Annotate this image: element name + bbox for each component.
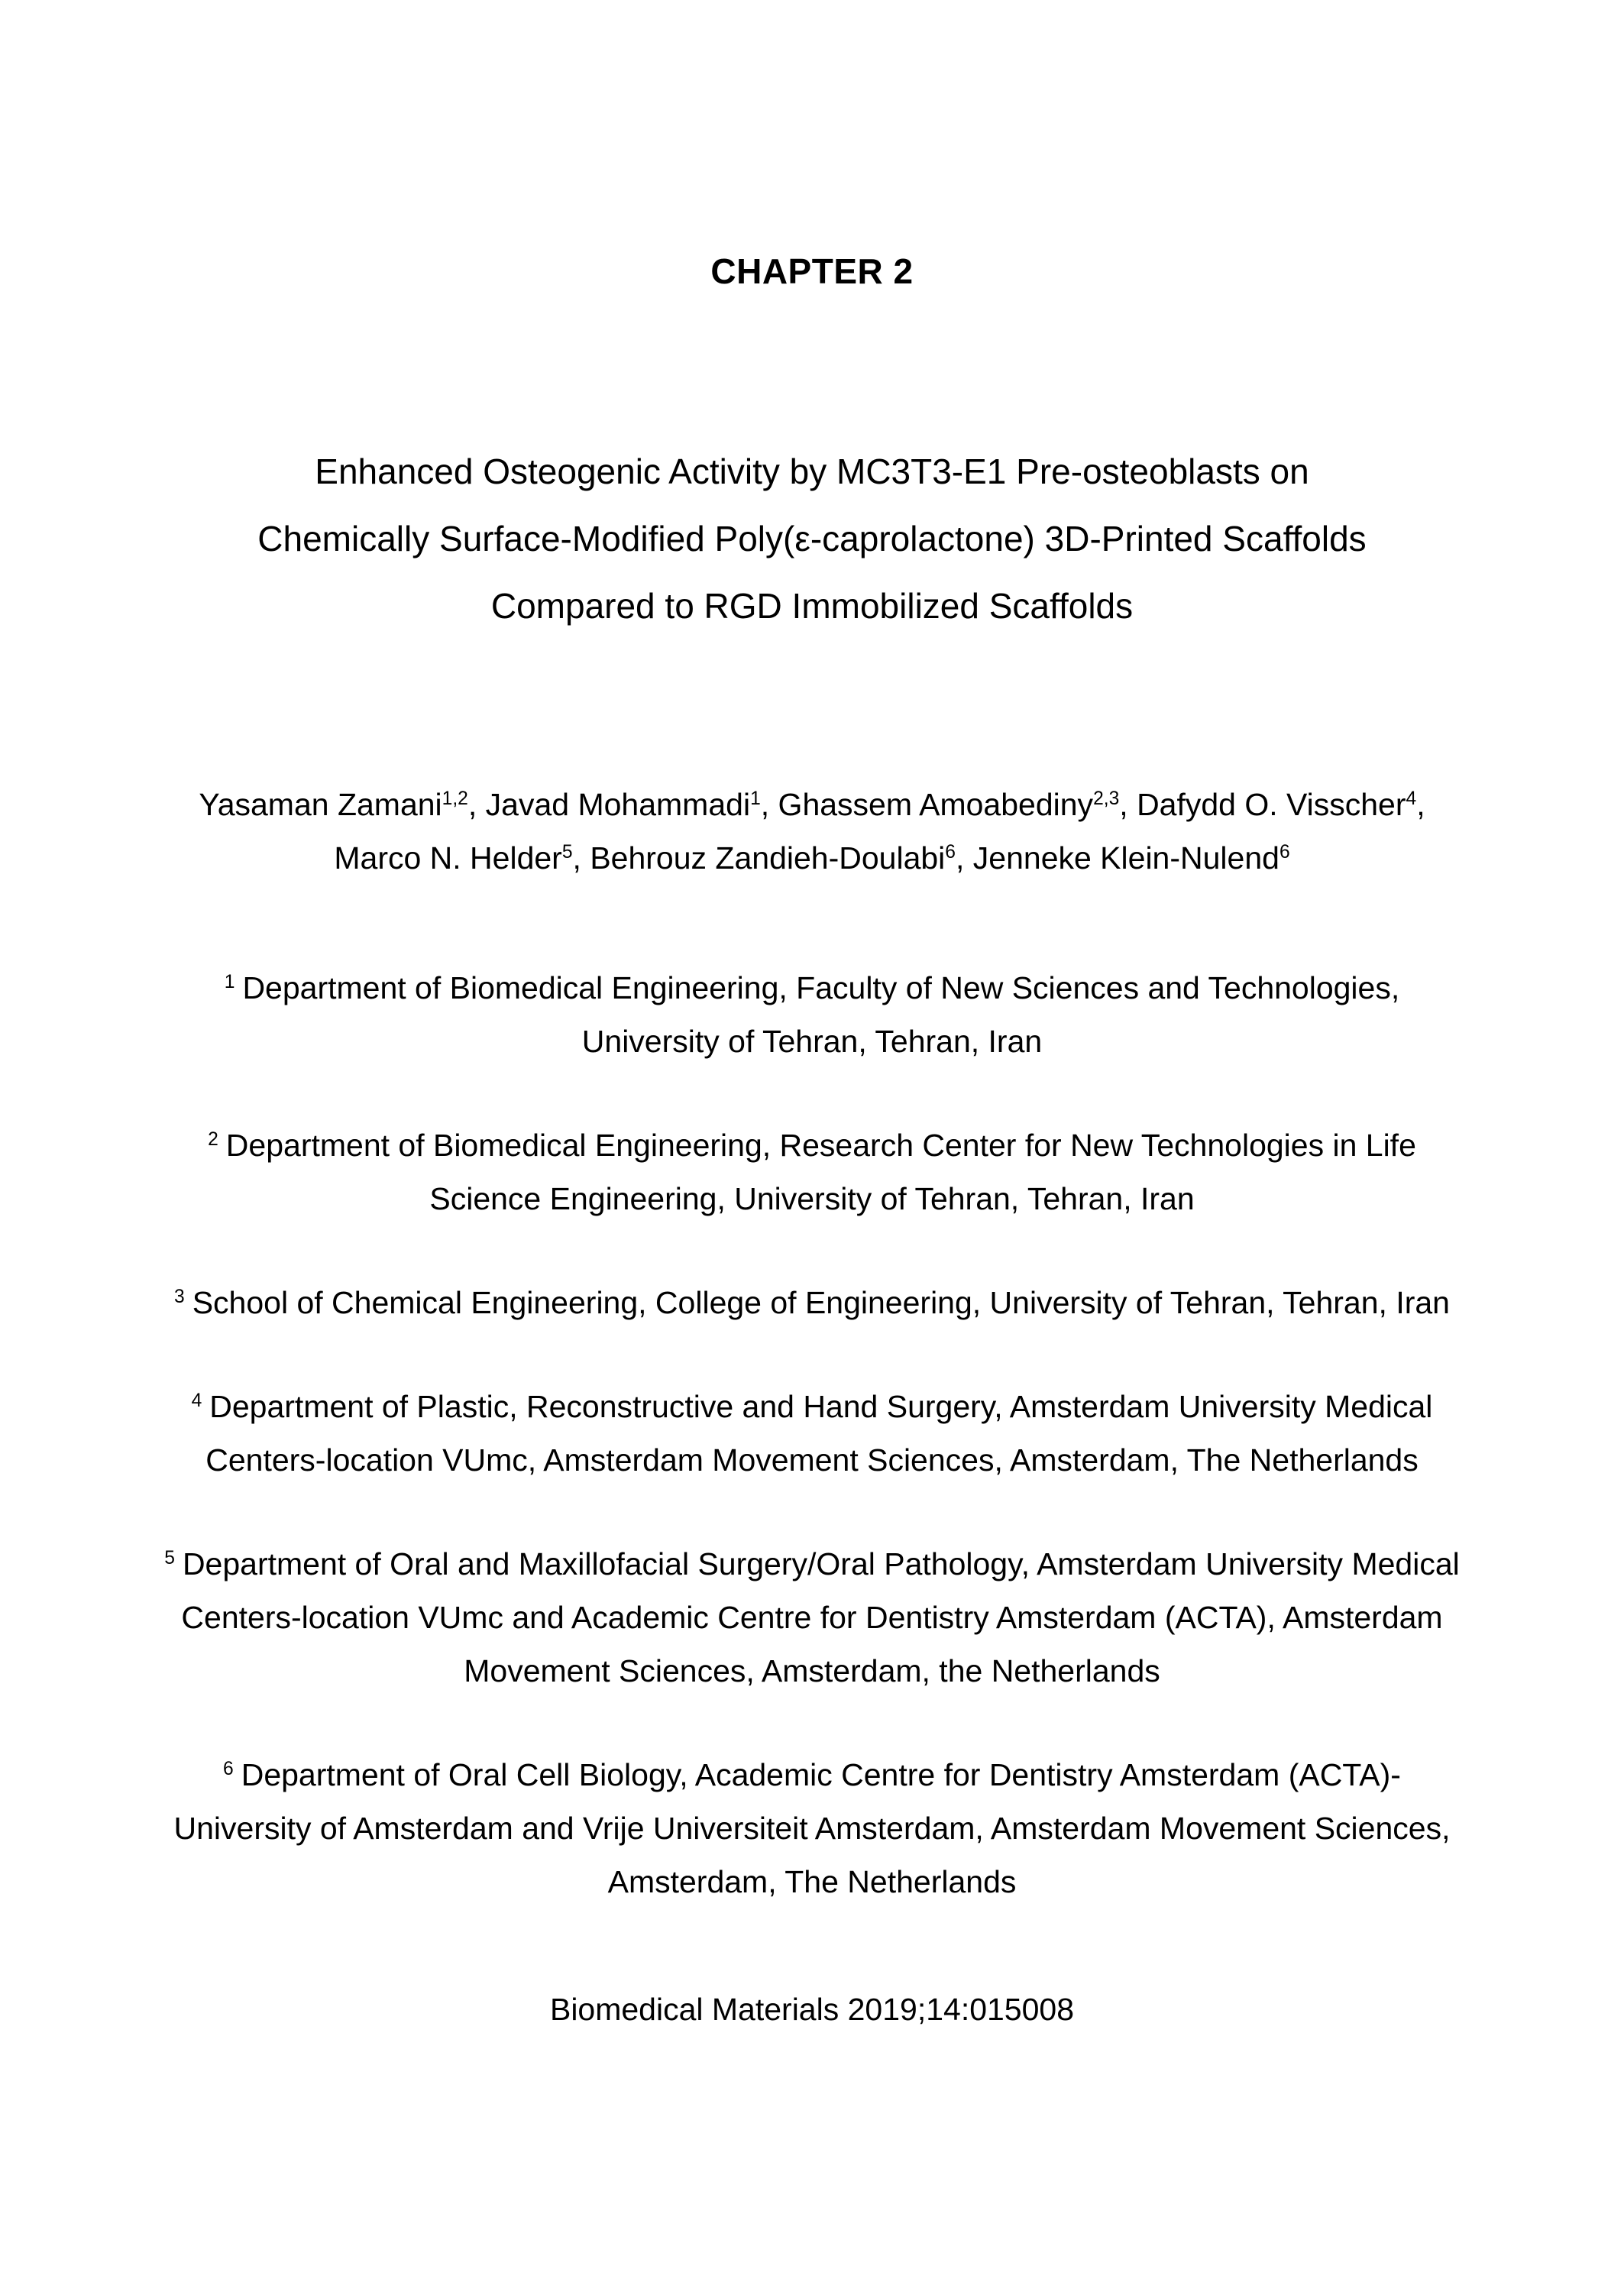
author-name: Ghassem Amoabediny	[778, 787, 1094, 822]
author	[486, 787, 778, 822]
paper-title	[155, 438, 1469, 639]
author-name: Javad Mohammadi	[485, 787, 751, 822]
author	[334, 840, 590, 876]
author-separator: ,	[1119, 787, 1137, 822]
author-superscript: 4	[1406, 788, 1417, 810]
author-superscript: 6	[1279, 842, 1290, 863]
author	[973, 840, 1290, 876]
paper-title-line: Chemically Surface-Modified Poly(ε-caprolactone) 3D-Printed Scaffolds	[257, 519, 1367, 558]
affiliation	[155, 1748, 1469, 1908]
author	[778, 787, 1137, 822]
author-separator: ,	[1416, 787, 1425, 822]
author-separator: ,	[760, 787, 778, 822]
affiliation-text: Department of Biomedical Engineering, Research Center for New Technologies in Life Science Engineering, University of Tehran, Tehran, Iran	[225, 1128, 1416, 1216]
author-name: Behrouz Zandieh-Doulabi	[590, 840, 946, 876]
author-superscript: 2,3	[1093, 788, 1120, 810]
journal-citation: Biomedical Materials 2019;14:015008	[549, 1992, 1075, 2027]
author-superscript: 1,2	[442, 788, 468, 810]
affiliation-text: Department of Biomedical Engineering, Faculty of New Sciences and Technologies, University of Tehran, Tehran, Iran	[242, 970, 1400, 1059]
author	[199, 787, 485, 822]
affiliation	[155, 1380, 1469, 1487]
affiliation-superscript: 5	[164, 1548, 175, 1569]
author-name: Jenneke Klein-Nulend	[972, 840, 1279, 876]
author-separator: ,	[467, 787, 486, 822]
affiliation	[155, 1276, 1469, 1329]
affiliation	[155, 1537, 1469, 1698]
author-separator: ,	[955, 840, 973, 876]
chapter-heading: CHAPTER 2	[710, 251, 914, 291]
affiliation-superscript: 4	[191, 1390, 202, 1412]
affiliation-text: Department of Oral Cell Biology, Academic Centre for Dentistry Amsterdam (ACTA)-University of Amsterdam and Vrije Universiteit Amsterdam, Amsterdam Movement Sciences, Amsterdam, The Netherlands	[173, 1757, 1451, 1899]
paper-title-line: Compared to RGD Immobilized Scaffolds	[490, 586, 1134, 626]
author-superscript: 5	[561, 842, 573, 863]
author-list	[155, 778, 1469, 885]
author-name: Dafydd O. Visscher	[1137, 787, 1406, 822]
author-superscript: 6	[945, 842, 956, 863]
author	[1137, 787, 1425, 822]
affiliation-text: School of Chemical Engineering, College of Engineering, University of Tehran, Tehran, Iran	[192, 1285, 1450, 1320]
author-superscript: 1	[750, 788, 761, 810]
author	[590, 840, 972, 876]
affiliation	[155, 961, 1469, 1068]
author-name: Marco N. Helder	[334, 840, 562, 876]
affiliation-list	[155, 961, 1469, 1908]
page-content	[155, 252, 1469, 2036]
affiliation-superscript: 1	[224, 972, 235, 993]
affiliation-superscript: 2	[208, 1129, 218, 1151]
author-name: Yasaman Zamani	[199, 787, 442, 822]
paper-title-line: Enhanced Osteogenic Activity by MC3T3-E1 Pre-osteoblasts on	[315, 452, 1309, 491]
affiliation-text: Department of Oral and Maxillofacial Surgery/Oral Pathology, Amsterdam University Medical Centers-location VUmc and Academic Centre for Dentistry Amsterdam (ACTA), Amsterdam Movement Sciences, Amsterdam, the Netherlands	[181, 1546, 1460, 1688]
affiliation-superscript: 3	[174, 1287, 185, 1308]
author-separator: ,	[572, 840, 590, 876]
affiliation	[155, 1118, 1469, 1225]
affiliation-superscript: 6	[223, 1759, 234, 1780]
affiliation-text: Department of Plastic, Reconstructive and Hand Surgery, Amsterdam University Medical Centers-location VUmc, Amsterdam Movement Sciences, Amsterdam, The Netherlands	[205, 1389, 1433, 1478]
